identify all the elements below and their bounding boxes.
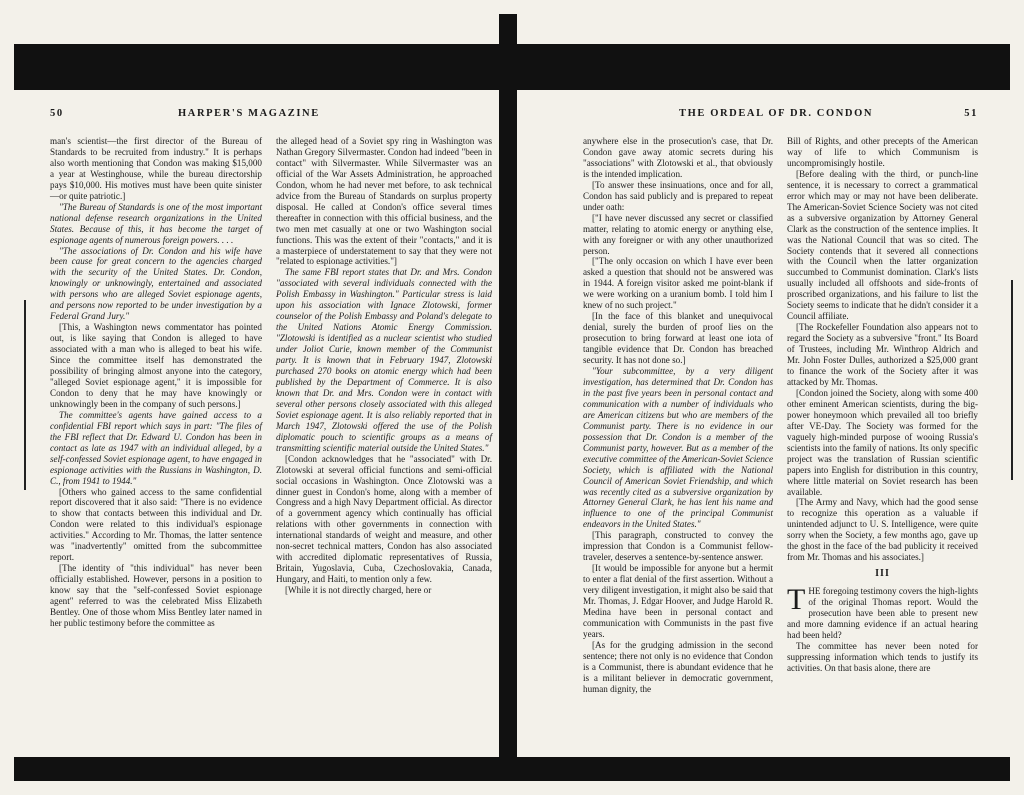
paragraph: [In the face of this blanket and unequivocal denial, surely the burden of proof lies on the prosecution to bring forward at least one iota of tangible evidence that Dr. Condon has breached security. It has not done so.] — [583, 311, 773, 366]
page-number: 51 — [964, 108, 978, 119]
paragraph: [Condon joined the Society, along with some 400 other eminent American scientists, during the big-power honeymoon which prevailed all too briefly after VE-Day. The Society was formed for the vaguely high-minded purpose of wooing Russia's scientists into the family of nations. Its only specific project was the translation of Russian scientific papers into English for distribution in this country, where little material on Soviet research has been available. — [787, 387, 978, 497]
page-number: 50 — [50, 108, 64, 119]
paragraph: The committee has never been noted for suppressing information which tends to justify its activities. On that basis alone, there are — [787, 640, 978, 673]
paragraph: The same FBI report states that Dr. and Mrs. Condon "associated with several individuals connected with the Polish Embassy in Washington." Particular stress is laid upon his association with Ignace Zlotowski, former counselor of the Polish Embassy and Poland's delegate to the United Nations Atomic Energy Commission. "Zlotowski is identified as a nuclear scientist who studied under Joliot Curie, known member of the Communist party. It is known that in February 1947, Zlotowski purchased 270 books on atomic energy which had been published by the Department of Commerce. It is also known that Dr. and Mrs. Condon were in contact with several other persons closely associated with this alleged Soviet espionage agent. It is also reliably reported that in March 1947, Zlotowski offered the use of the Polish diplomatic pouch to scientific groups as a means of transmitting scientific material outside the United States." — [276, 267, 492, 453]
paragraph: Bill of Rights, and other precepts of the American way of life to which Communism is uncompromisingly hostile. — [787, 136, 978, 168]
text-column — [50, 136, 262, 629]
section-number: III — [875, 568, 890, 580]
paragraph: [As for the grudging admission in the second sentence; there not only is no evidence that Condon is a Communist, there is abundant evidence that he is a militant believer in democratic government, human dignity, the — [583, 639, 773, 694]
paragraph: [While it is not directly charged, here or — [285, 585, 432, 596]
paragraph: [The Rockefeller Foundation also appears not to regard the Society as a subversive "front." Its Board of Trustees, including Mr. Winthrop Aldrich and Mr. John Foster Dulles, authorized a $25,000 grant to finance the work of the Society after it was attacked by Mr. Thomas. — [787, 322, 978, 387]
paragraph: The committee's agents have gained access to a confidential FBI report which says in part: "The files of the FBI reflect that Dr. Edward U. Condon has been in contact as late as 1947 with an individual alleged, by a self-confessed Soviet espionage agent, to have engaged in espionage activities with the Russians in Washington, D. C., from 1941 to 1944." — [50, 409, 262, 486]
paragraph: ["The only occasion on which I have ever been asked a question that should not be answered was in 1944. A foreign visitor asked me point-blank if we were working on a uranium bomb. I told him I knew of no such project." — [583, 256, 773, 311]
paragraph: [Before dealing with the third, or punch-line sentence, it is necessary to correct a grammatical error which may or may not have been deliberate. The American-Soviet Science Society was not cited as a subversive organization by Attorney General Clark as the construction of the sentence implies. It was the National Council that was so cited. The Society contends that it severed all connections with the Council when the latter organization succumbed to Communist domination. Clark's lists usually included all offshoots and side-fronts of proscribed organizations, and his failure to list the Society seems to indicate that he didn't consider it a Council affiliate. — [787, 168, 978, 322]
paragraph: [Others who gained access to the same confidential report discovered that it also said: "There is no evidence to show that contacts between this individual and Dr. Condon were related to this individual's espionage activities." According to Mr. Thomas, the latter sentence was "inadvertently" omitted from the subcommittee report. — [50, 486, 262, 563]
running-head: HARPER'S MAGAZINE — [178, 108, 320, 119]
paragraph: ["I have never discussed any secret or classified matter, relating to atomic energy or anything else, with any foreigner or with any other unauthorized person. — [583, 212, 773, 256]
paragraph: anywhere else in the prosecution's case, that Dr. Condon gave away atomic secrets during his "associations" with Zlotowski et al., that obviously is the intended implication. — [583, 136, 773, 179]
paragraph: the alleged head of a Soviet spy ring in Washington was Nathan Gregory Silvermaster. Condon had indeed "been in contact" with Silvermaster. While Silvermaster was an official of the War Assets Administration, he approached Condon, whom he had never met before, to ask technical advice from the Bureau of Standards on surplus property disposal. He called at Condon's office several times thereafter in connection with this official business, and the two men met casually at one or two Washington social functions. This was the extent of their "contacts," and it is a masterpiece of understatement to say that they were not "related to espionage activities."] — [276, 136, 492, 267]
paragraph: [It would be impossible for anyone but a hermit to enter a flat denial of the first assertion. Without a very diligent investigation, it might also be said that Mr. Thomas, J. Edgar Hoover, and Judge Harold R. Medina have been in personal contact and communication with Communists in the past five years. — [583, 563, 773, 639]
drop-cap: T — [787, 583, 806, 617]
text-column — [276, 136, 492, 596]
paragraph: [To answer these insinuations, once and for all, Condon has said publicly and is prepared to repeat under oath: — [583, 179, 773, 212]
left-page — [50, 108, 498, 758]
paragraph: man's scientist—the first director of the Bureau of Standards to be recruited from industry." It is perhaps also worth mentioning that Condon was making $15,000 a year at Westinghouse, while the bureau directorship pays $10,000. His motives must have been quite sinister—or quite patriotic.] — [50, 136, 262, 201]
section-opening-paragraph — [787, 583, 978, 641]
right-page — [583, 108, 978, 758]
running-head: THE ORDEAL OF DR. CONDON — [679, 108, 874, 119]
text-column — [787, 136, 978, 674]
left-margin-mark — [24, 300, 26, 490]
text-column — [583, 136, 773, 695]
left-page-header — [50, 108, 498, 124]
paragraph: "Your subcommittee, by a very diligent investigation, has determined that Dr. Condon has in the past five years been in personal contact and communication with a number of individuals who are American citizens but who are members of the Communist party. There is no evidence in our possession that Dr. Condon is a member of the Communist party, however. But as a member of the executive committee of the American-Soviet Science Society, which is affiliated with the National Council of American Soviet Friendship, and which was recently cited as a subversive organization by Attorney General Clark, he has lent his name and influence to one of the principal Communist endeavors in the United States." — [583, 366, 773, 530]
section-opening-text: HE foregoing testimony covers the high-lights of the original Thomas report. Would the prosecution have been able to present new and more damning evidence if an actual hearing had been held? — [787, 586, 978, 640]
paragraph: "The associations of Dr. Condon and his wife have been cause for great concern to the agencies charged with the security of the United States. Dr. Condon, knowingly or unknowingly, entertained and associated with persons who are alleged Soviet espionage agents, and persons now reported to be under investigation by a Federal Grand Jury." — [50, 245, 262, 322]
gutter-binding — [499, 14, 517, 781]
paragraph: [Condon acknowledges that he "associated" with Dr. Zlotowski at several official functions and semi-official social occasions in Washington. Once Zlotowski was a dinner guest in Condon's home, along with a member of Congress and a high Navy Department official. As director of a government agency which continually has official relations with other governments in connection with international standards of weight and measure, and other non-secret technical matters, Condon has also associated with accredited diplomatic representatives of Russia, Britain, Yugoslavia, Cuba, Czechoslovakia, Canada, Hungary, and Haiti, to mention only a few. — [276, 453, 492, 585]
right-page-header — [583, 108, 978, 124]
paragraph: "The Bureau of Standards is one of the most important national defense research organizations in the United States. Because of this, it has become the target of espionage agents of numerous foreign powers. . . . — [50, 201, 262, 245]
paragraph: [This, a Washington news commentator has pointed out, is like saying that Condon is alleged to have associated with a man who is alleged to beat his wife. Since the committee itself has demonstrated the possibility of bringing almost anyone into the category, "alleged Soviet espionage agent," it is impossible for Condon to deny that he may have knowingly or unknowingly been in the company of such persons.] — [50, 322, 262, 409]
paragraph: [The Army and Navy, which had the good sense to recognize this operation as a valuable if unintended adjunct to U. S. Intelligence, were quite sorry when the Society, a few months ago, gave up the ghost in the face of the bad publicity it received from Mr. Thomas and his associates.] — [787, 497, 978, 563]
right-margin-mark — [1011, 280, 1013, 480]
paragraph: [This paragraph, constructed to convey the impression that Condon is a Communist fellow-traveler, deserves a sentence-by-sentence answer. — [583, 530, 773, 563]
paragraph: [The identity of "this individual" has never been officially established. However, persons in a position to know say that the "self-confessed Soviet espionage agent" referred to was the celebrated Miss Elizabeth Bentley. One of those whom Miss Bentley later named in her public testimony before the committee as — [50, 563, 262, 628]
